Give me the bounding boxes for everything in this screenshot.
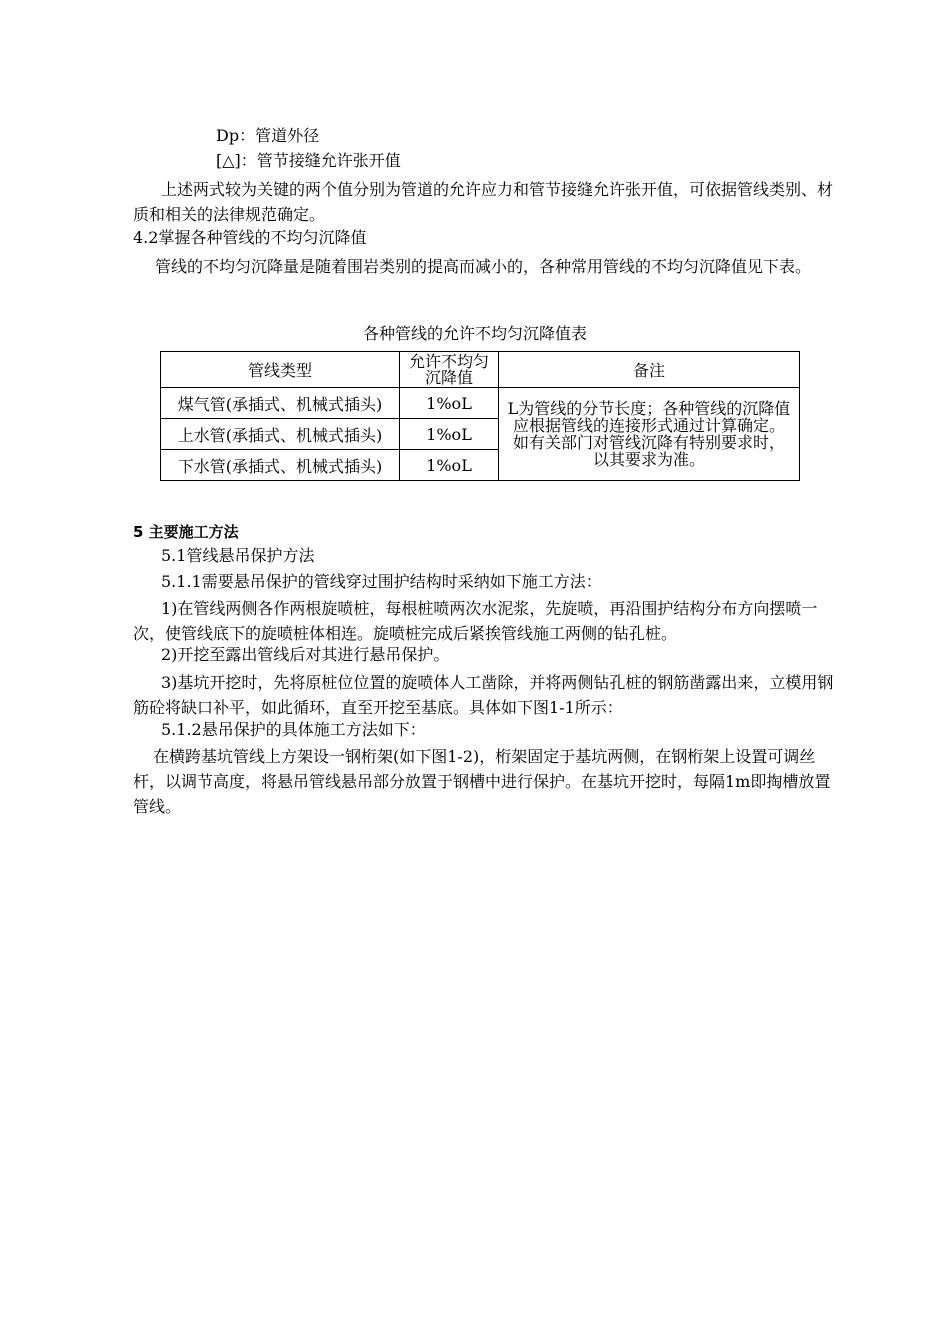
cell-pipe-type: 下水管(承插式、机械式插头) bbox=[161, 450, 400, 481]
section-heading-5-1-1: 5.1.1需要悬吊保护的管线穿过围护结构时采纳如下施工方法： bbox=[161, 572, 602, 591]
cell-settlement-value: 1%oL bbox=[400, 450, 499, 481]
step-1-paragraph: 1)在管线两侧各作两根旋喷桩，每根桩喷两次水泥浆，先旋喷，再沿围护结构分布方向摆喷一次，使管线底下的旋喷桩体相连。旋喷桩完成后紧挨管线施工两侧的钻孔桩。 bbox=[133, 599, 818, 643]
section-heading-5: 5 主要施工方法 bbox=[133, 523, 239, 541]
settlement-table bbox=[160, 351, 800, 481]
table-header-row bbox=[161, 352, 800, 388]
definition-delta: [△]：管节接缝允许张开值 bbox=[216, 151, 401, 170]
cell-remarks: L为管线的分节长度；各种管线的沉降值应根据管线的连接形式通过计算确定。如有关部门对管线沉降有特别要求时，以其要求为准。 bbox=[499, 388, 800, 481]
paragraph-steel-truss: 在横跨基坑管线上方架设一钢桁架(如下图1-2)，桁架固定于基坑两侧，在钢桁架上设置可调丝杆，以调节高度，将悬吊管线悬吊部分放置于钢槽中进行保护。在基坑开挖时，每隔1m即掏槽放置管线。 bbox=[133, 747, 831, 816]
section-heading-5-1-2: 5.1.2悬吊保护的具体施工方法如下： bbox=[161, 720, 426, 739]
cell-settlement-value: 1%oL bbox=[400, 388, 499, 419]
step-3-paragraph: 3)基坑开挖时，先将原桩位位置的旋喷体人工凿除，并将两侧钻孔桩的钢筋凿露出来，立模用钢筋砼将缺口补平，如此循环，直至开挖至基底。具体如下图1-1所示： bbox=[133, 673, 834, 717]
header-pipe-type: 管线类型 bbox=[161, 352, 400, 388]
definition-dp: Dp：管道外径 bbox=[216, 126, 320, 145]
header-settlement-value: 允许不均匀沉降值 bbox=[400, 352, 499, 388]
paragraph-key-values: 上述两式较为关键的两个值分别为管道的允许应力和管节接缝允许张开值，可依据管线类别、材质和相关的法律规范确定。 bbox=[133, 180, 834, 224]
cell-pipe-type: 上水管(承插式、机械式插头) bbox=[161, 419, 400, 450]
cell-settlement-value: 1%oL bbox=[400, 419, 499, 450]
table-caption: 各种管线的允许不均匀沉降值表 bbox=[362, 324, 587, 343]
step-2-paragraph: 2)开挖至露出管线后对其进行悬吊保护。 bbox=[161, 645, 450, 664]
table-row bbox=[161, 388, 800, 419]
paragraph-settlement: 管线的不均匀沉降量是随着围岩类别的提高而减小的，各种常用管线的不均匀沉降值见下表。 bbox=[155, 257, 812, 276]
header-remarks: 备注 bbox=[499, 352, 800, 388]
cell-pipe-type: 煤气管(承插式、机械式插头) bbox=[161, 388, 400, 419]
section-heading-4-2: 4.2掌握各种管线的不均匀沉降值 bbox=[133, 228, 367, 247]
section-heading-5-1: 5.1管线悬吊保护方法 bbox=[161, 546, 315, 565]
